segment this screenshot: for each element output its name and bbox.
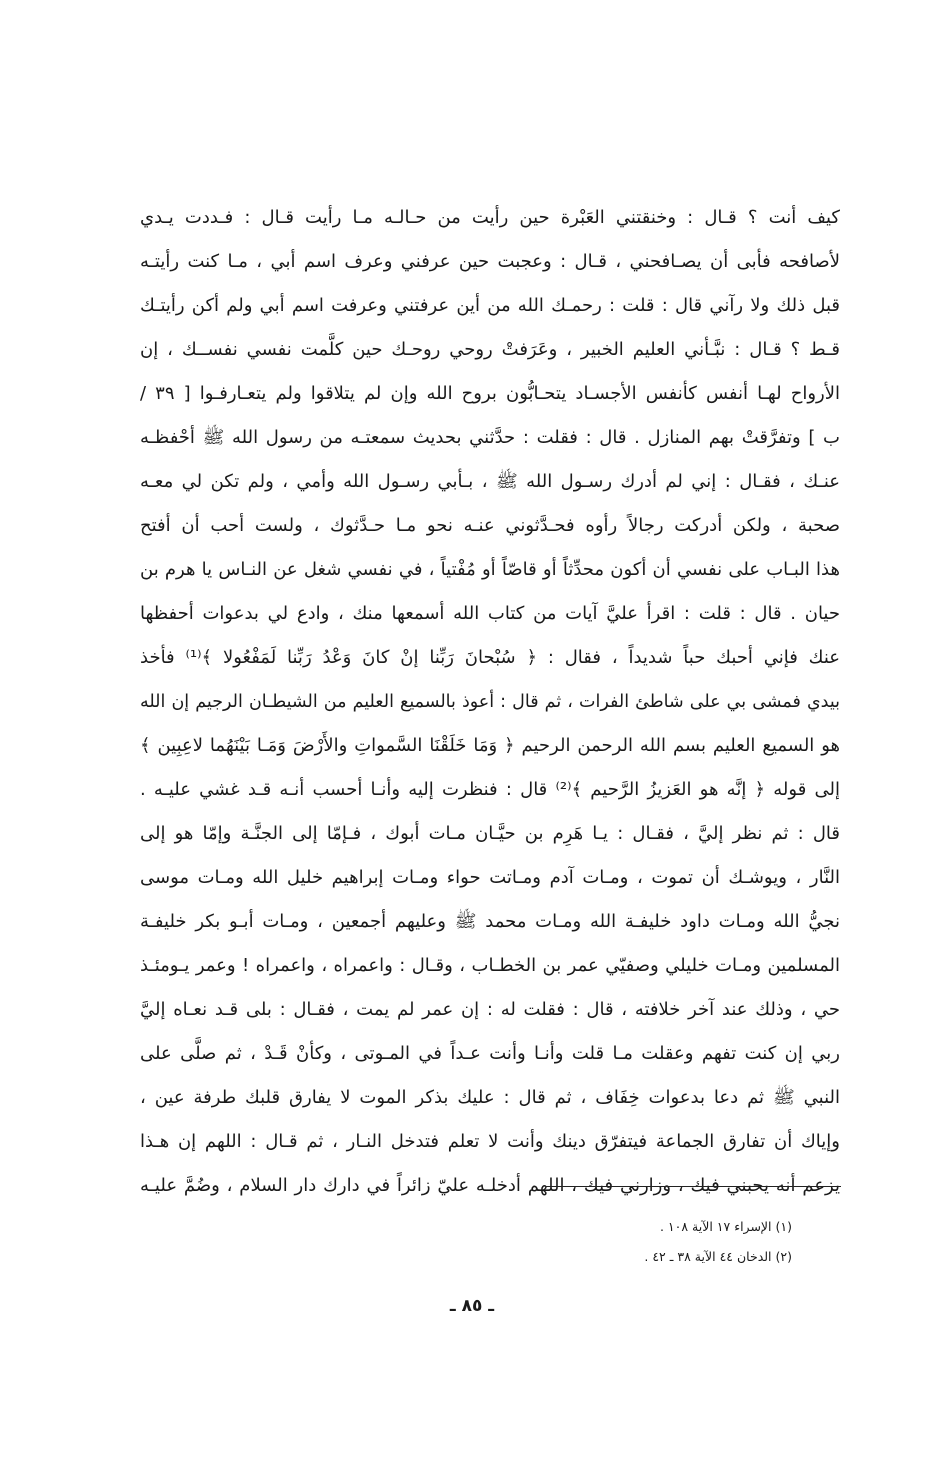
text-line: حي ، وذلك عند آخر خلافته ، قال : فقلت له : إن عمر لم يمت ، فقـال : بلى قـد نعـاه إليَّ	[140, 999, 840, 1020]
text-line: ربي إن كنت تفهم وعقلت مـا قلت وأنـا وأنت عـداً في المـوتى ، وكأنْ قَـدْ ، ثم صلَّى على	[140, 1043, 840, 1064]
text-line: كيف أنت ؟ قـال : وخنقتني العَبْرة حين رأيت من حـالـه مـا رأيت قـال : فـددت يـدي	[140, 207, 840, 228]
text-line: وإياك أن تفارق الجماعة فيتفرّق دينك وأنت لا تعلم فتدخل النـار ، ثم قـال : اللهم إن هـذا	[140, 1131, 840, 1152]
text-line: قبل ذلك ولا رآني قال : قلت : رحمـك الله من أين عرفتني وعرفت اسم أبي ولم أكن رأيتـك	[140, 295, 840, 316]
footnote-1: (١) الإسراء ١٧ الآية ١٠٨ .	[659, 1219, 792, 1234]
text-line: هو السميع العليم بسم الله الرحمن الرحيم ﴿ وَمَا خَلَقْنَا السَّمواتِ والأَرْضَ وَمَـا بَيْنَهُما لاعِبِين ﴾	[140, 735, 840, 756]
text-line: عنك فإني أحبك حباً شديداً ، فقال : ﴿ سُبْحانَ رَبِّنا إنْ كانَ وَعْدُ رَبِّنا لَمَفْعُولا ﴾⁽¹⁾ فأخذ	[140, 647, 840, 668]
main-text-block	[140, 196, 840, 1208]
footnotes	[644, 1212, 792, 1272]
footnote-2: (٢) الدخان ٤٤ الآية ٣٨ ـ ٤٢ .	[644, 1249, 792, 1264]
text-line: صحبة ، ولكن أدركت رجالاً رأوه فحـدَّثوني عنـه نحو مـا حـدَّثوك ، ولست أحب أن أفتح	[140, 515, 840, 536]
text-line: هذا البـاب على نفسي أن أكون محدِّثاً أو قاصّاً أو مُفْتياً ، في نفسي شغل عن النـاس يا هرم بن	[140, 559, 840, 580]
text-line: النَّار ، ويوشـك أن تموت ، ومـات آدم ومـاتت حواء ومـات إبراهيم خليل الله ومـات موسى	[140, 867, 840, 888]
text-line: يزعم أنه يحبني فيك ، وزارني فيك ، اللهم أدخلـه عليّ زائراً في دارك دار السلام ، وضُمَّ عليـه	[140, 1175, 840, 1196]
text-line: الأرواح لهـا أنفس كأنفس الأجسـاد يتحـابُّون بروح الله وإن لم يتلاقوا ولم يتعـارفـوا [ ٣٩ /	[140, 383, 840, 404]
footnote-separator	[545, 1186, 841, 1187]
text-line: المسلمين ومـات خليلي وصفيّي عمر بن الخطـاب ، وقـال : واعمراه ، واعمراه ! وعمر يـومئـذ	[140, 955, 840, 976]
text-line: قـط ؟ قـال : نبَّـأني العليم الخبير ، وعَرَفتْ روحي روحـك حين كلَّمت نفسي نفســك ، إن	[140, 339, 840, 360]
text-line: حيان . قال : قلت : اقرأ عليَّ آيات من كتاب الله أسمعها منك ، وادع لي بدعوات أحفظها	[140, 603, 840, 624]
text-line: إلى قوله ﴿ إنَّه هو العَزيزُ الرَّحيم ﴾⁽²⁾ قال : فنظرت إليه وأنـا أحسب أنـه قـد غشي عليـه .	[140, 779, 840, 800]
text-line: النبي ﷺ ثم دعا بدعوات خِفَاف ، ثم قال : عليك بذكر الموت لا يفارق قلبك طرفة عين ،	[140, 1087, 840, 1108]
text-line: نجيُّ الله ومـات داود خليفـة الله ومـات محمد ﷺ وعليهم أجمعين ، ومـات أبـو بكر خليفـة	[140, 911, 840, 932]
text-line: قال : ثم نظر إليَّ ، فقـال : يـا هَرِم بن حيَّـان مـات أبوك ، فـإمّا إلى الجنَّـة وإمّا هو إلى	[140, 823, 840, 844]
text-line: عنـك ، فقـال : إني لم أدرك رسـول الله ﷺ ، بـأبي رسـول الله وأمي ، ولم تكن لي معـه	[140, 471, 840, 492]
text-line: بيدي فمشى بي على شاطئ الفرات ، ثم قال : أعوذ بالسميع العليم من الشيطـان الرجيم إن الله	[140, 692, 840, 712]
page-number: ـ ٨٥ ـ	[449, 1296, 495, 1316]
text-line: لأصافحه فأبى أن يصـافحني ، قـال : وعجبت حين عرفني وعرف اسم أبي ، مـا كنت رأيتـه	[140, 251, 840, 272]
text-line: ب ] وتفرَّقتْ بهم المنازل . قال : فقلت : حدَّثني بحديث سمعتـه من رسول الله ﷺ أحْفظـه	[140, 427, 840, 448]
